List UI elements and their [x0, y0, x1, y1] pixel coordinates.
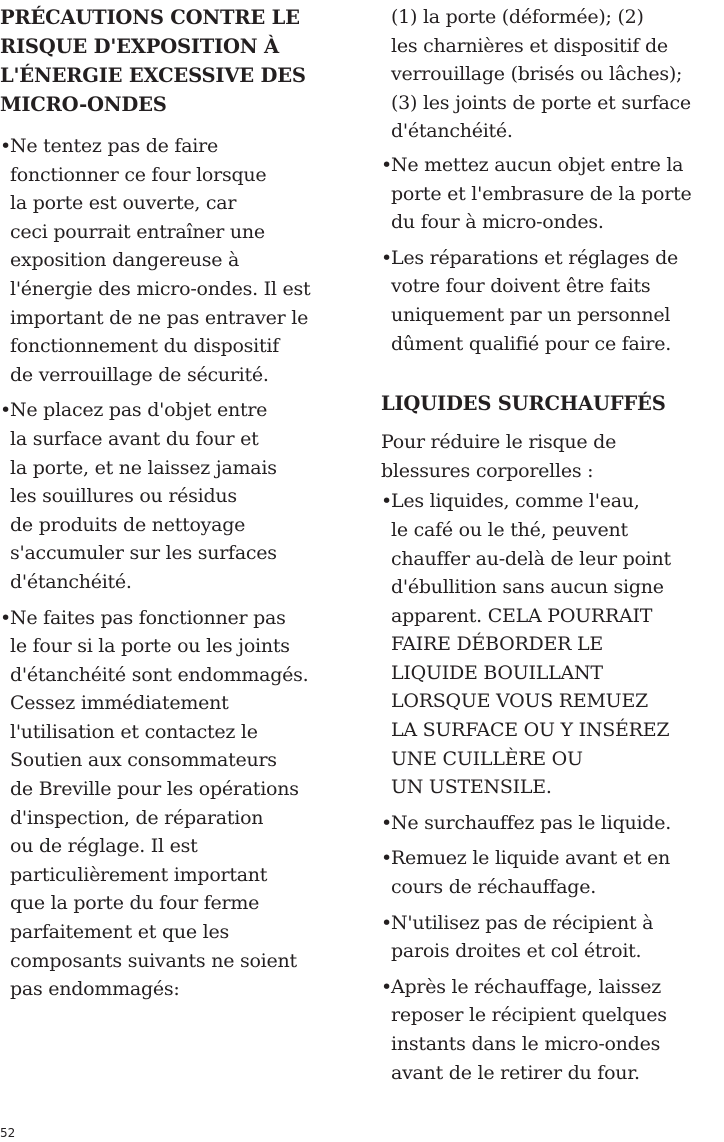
section-heading-superheated-liquids: LIQUIDES SURCHAUFFÉS	[381, 392, 666, 416]
list-item: • Ne mettez aucun objet entre la porte et l'embrasure de la porte du four à micro-ondes.	[381, 151, 724, 237]
list-item: • Les réparations et réglages de votre four doivent être faits uniquement par un personnel dûment qualifié pour ce faire.	[381, 244, 724, 358]
list-item: • Ne faites pas fonctionner pas le four si la porte ou les joints d'étanchéité sont endommagés. Cessez immédiatement l'utilisation et contactez le Soutien aux consommateurs de Breville pour les opérations d'inspection, de réparation ou de réglage. Il est particulièrement important que la porte du four ferme parfaitement et que les composants suivants ne soient pas endommagés:	[0, 604, 352, 1004]
additional-precautions-list	[381, 151, 724, 358]
list-item: • Ne surchauffez pas le liquide.	[381, 809, 724, 838]
damaged-components-continuation: (1) la porte (déformée); (2) les charnières et dispositif de verrouillage (brisés ou lâches); (3) les joints de porte et surface d'étanchéité.	[391, 6, 691, 143]
left-column	[0, 0, 352, 1011]
microwave-precautions-list	[0, 132, 352, 1004]
list-item: • Remuez le liquide avant et en cours de réchauffage.	[381, 844, 724, 901]
list-item: • Après le réchauffage, laissez reposer le récipient quelques instants dans le micro-ondes avant de le retirer du four.	[381, 973, 724, 1087]
section-intro: Pour réduire le risque de blessures corporelles :	[381, 431, 617, 482]
list-item: • Ne tentez pas de faire fonctionner ce four lorsque la porte est ouverte, car ceci pourrait entraîner une exposition dangereuse à l'énergie des micro-ondes. Il est important de ne pas entraver le fonctionnement du dispositif de verrouillage de sécurité.	[0, 132, 352, 389]
superheated-liquids-list	[381, 487, 724, 1087]
list-item: • N'utilisez pas de récipient à parois droites et col étroit.	[381, 909, 724, 966]
page-number: 52	[0, 1126, 16, 1140]
section-heading-microwave-exposure: PRÉCAUTIONS CONTRE LE RISQUE D'EXPOSITION À L'ÉNERGIE EXCESSIVE DES MICRO-ONDES	[0, 6, 306, 116]
list-item: • Ne placez pas d'objet entre la surface avant du four et la porte, et ne laissez jamais les souillures ou résidus de produits de nettoyage s'accumuler sur les surfaces d'étanchéité.	[0, 396, 352, 596]
list-item: • Les liquides, comme l'eau, le café ou le thé, peuvent chauffer au-delà de leur point d'ébullition sans aucun signe apparent. CELA POURRAIT FAIRE DÉBORDER LE LIQUIDE BOUILLANT LORSQUE VOUS REMUEZ LA SURFACE OU Y INSÉREZ UNE CUILLÈRE OU UN USTENSILE.	[381, 487, 724, 802]
right-column	[381, 0, 724, 1094]
